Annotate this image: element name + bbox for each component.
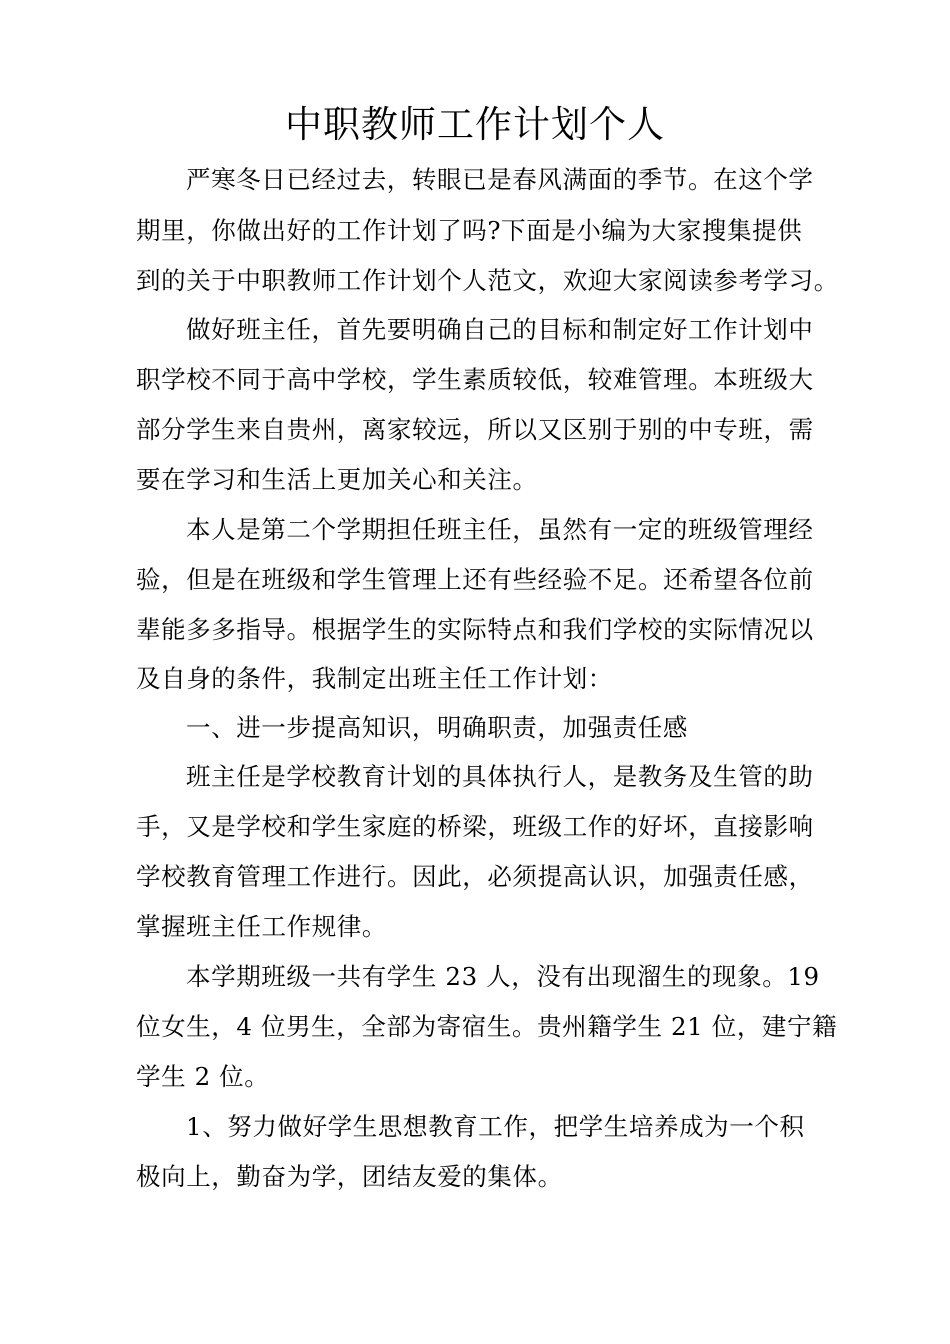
paragraph-line: 学生 2 位。	[136, 1062, 270, 1091]
paragraph-line: 手，又是学校和学生家庭的桥梁，班级工作的好坏，直接影响	[136, 812, 814, 841]
paragraph-line: 到的关于中职教师工作计划个人范文，欢迎大家阅读参考学习。	[136, 266, 839, 295]
paragraph-line: 部分学生来自贵州，离家较远，所以又区别于别的中专班，需	[136, 415, 814, 444]
paragraph-line: 做好班主任，首先要明确自己的目标和制定好工作计划中	[186, 315, 814, 344]
paragraph-line: 班主任是学校教育计划的具体执行人，是教务及生管的助	[186, 762, 814, 791]
paragraph-line: 本人是第二个学期担任班主任，虽然有一定的班级管理经	[186, 515, 814, 544]
paragraph-line: 本学期班级一共有学生 23 人，没有出现溜生的现象。19	[186, 962, 820, 991]
paragraph-line: 学校教育管理工作进行。因此，必须提高认识，加强责任感，	[136, 862, 814, 891]
paragraph-line: 验，但是在班级和学生管理上还有些经验不足。还希望各位前	[136, 565, 814, 594]
paragraph-line: 1、努力做好学生思想教育工作，把学生培养成为一个积	[186, 1112, 805, 1141]
paragraph-line: 严寒冬日已经过去，转眼已是春风满面的季节。在这个学	[186, 165, 814, 194]
paragraph-line: 要在学习和生活上更加关心和关注。	[136, 465, 538, 494]
paragraph-line: 辈能多多指导。根据学生的实际特点和我们学校的实际情况以	[136, 615, 814, 644]
paragraph-line: 掌握班主任工作规律。	[136, 912, 387, 941]
paragraph-line: 期里，你做出好的工作计划了吗?下面是小编为大家搜集提供	[136, 216, 803, 245]
paragraph-line: 及自身的条件，我制定出班主任工作计划：	[136, 664, 613, 693]
paragraph-line: 职学校不同于高中学校，学生素质较低，较难管理。本班级大	[136, 365, 814, 394]
document-title: 中职教师工作计划个人	[285, 103, 665, 146]
section-heading: 一、进一步提高知识，明确职责，加强责任感	[186, 713, 688, 742]
paragraph-line: 位女生，4 位男生，全部为寄宿生。贵州籍学生 21 位，建宁籍	[136, 1012, 838, 1041]
paragraph-line: 极向上，勤奋为学，团结友爱的集体。	[136, 1162, 563, 1191]
